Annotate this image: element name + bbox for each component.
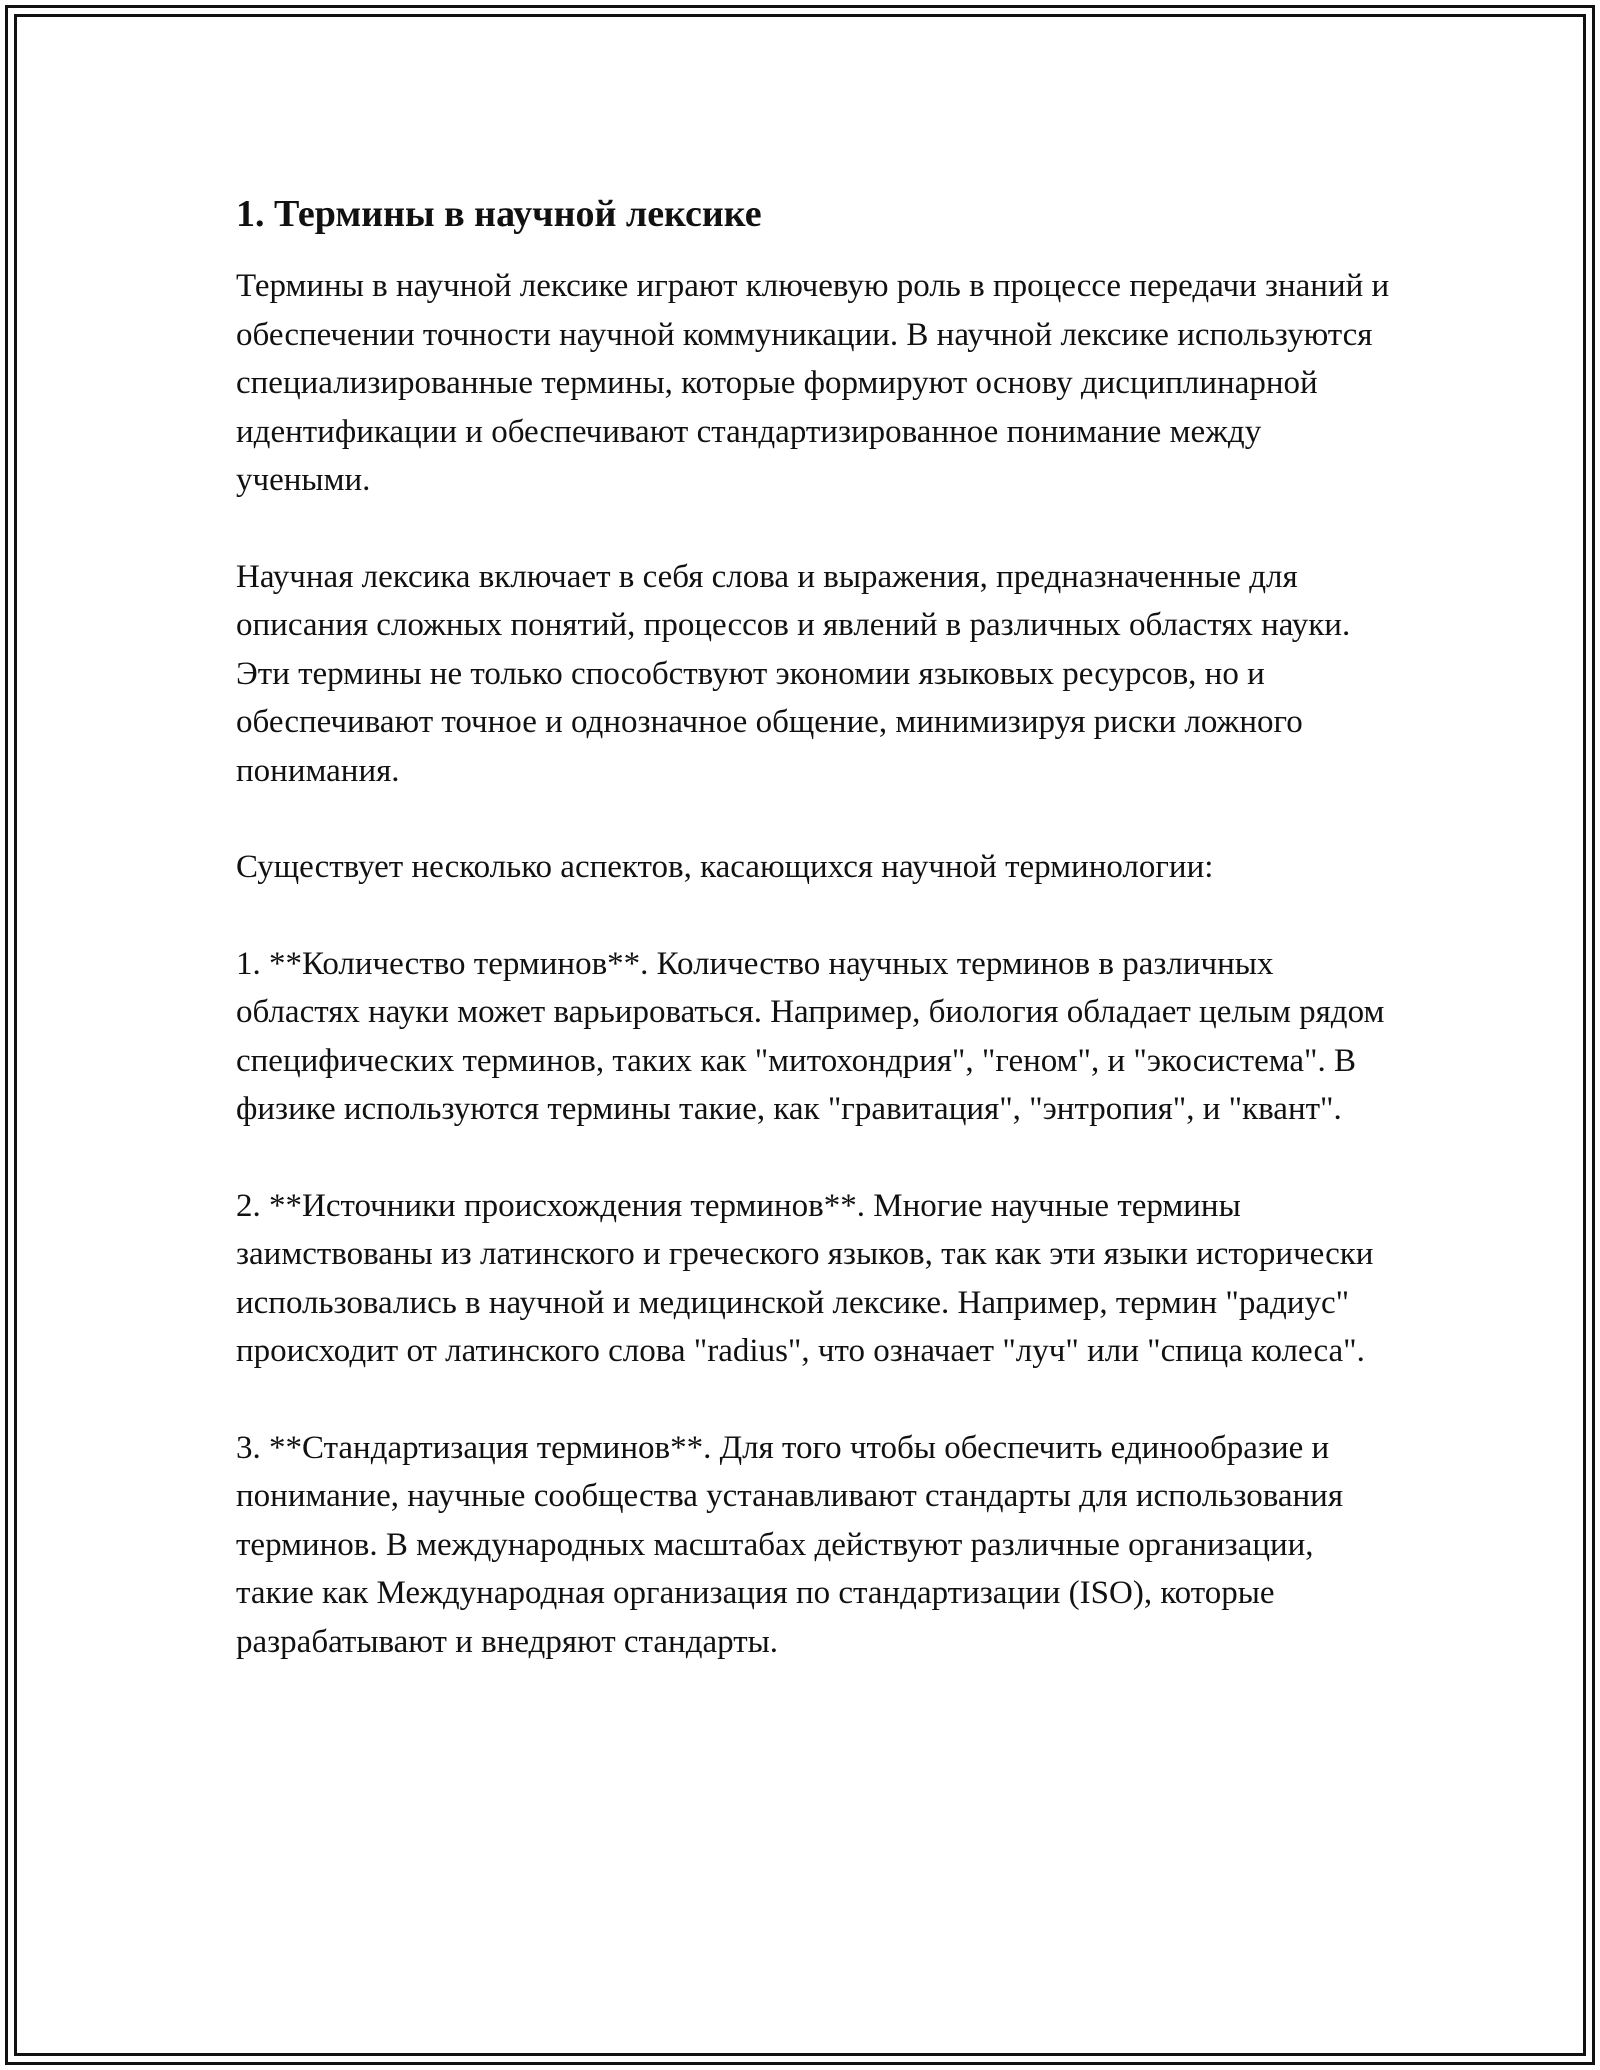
- document-body: [236, 188, 1396, 1714]
- paragraph-intro: Термины в научной лексике играют ключевую роль в процессе передачи знаний и обеспечении точности научной коммуникации. В научной лексике используются специализированные термины, которые формируют основу дисциплинарной идентификации и обеспечивают стандартизированное понимание между учеными.: [236, 268, 1390, 498]
- list-item-term-origins: 2. **Источники происхождения терминов**. Многие научные термины заимствованы из латинского и греческого языков, так как эти языки исторически использовались в научной и медицинской лексике. Например, термин "радиус" происходит от латинского слова "radius", что означает "луч" или "спица колеса".: [236, 1187, 1374, 1369]
- paragraph-lexicon: Научная лексика включает в себя слова и выражения, предназначенные для описания сложных понятий, процессов и явлений в различных областях науки. Эти термины не только способствуют экономии языковых ресурсов, но и обеспечивают точное и однозначное общение, минимизируя риски ложного понимания.: [236, 558, 1351, 789]
- paragraph-aspects-lead: Существует несколько аспектов, касающихся научной терминологии:: [236, 849, 1214, 885]
- list-item-term-standardization: 3. **Стандартизация терминов**. Для того чтобы обеспечить единообразие и понимание, научные сообщества устанавливают стандарты для использования терминов. В международных масштабах действуют различные организации, такие как Международная организация по стандартизации (ISO), которые разрабатывают и внедряют стандарты.: [236, 1429, 1344, 1660]
- list-item-term-count: 1. **Количество терминов**. Количество научных терминов в различных областях науки может варьироваться. Например, биология обладает целым рядом специфических терминов, таких как "митохондрия", "геном", и "экосистема". В физике используются термины такие, как "гравитация", "энтропия", и "квант".: [236, 945, 1385, 1127]
- section-heading: 1. Термины в научной лексике: [236, 193, 762, 235]
